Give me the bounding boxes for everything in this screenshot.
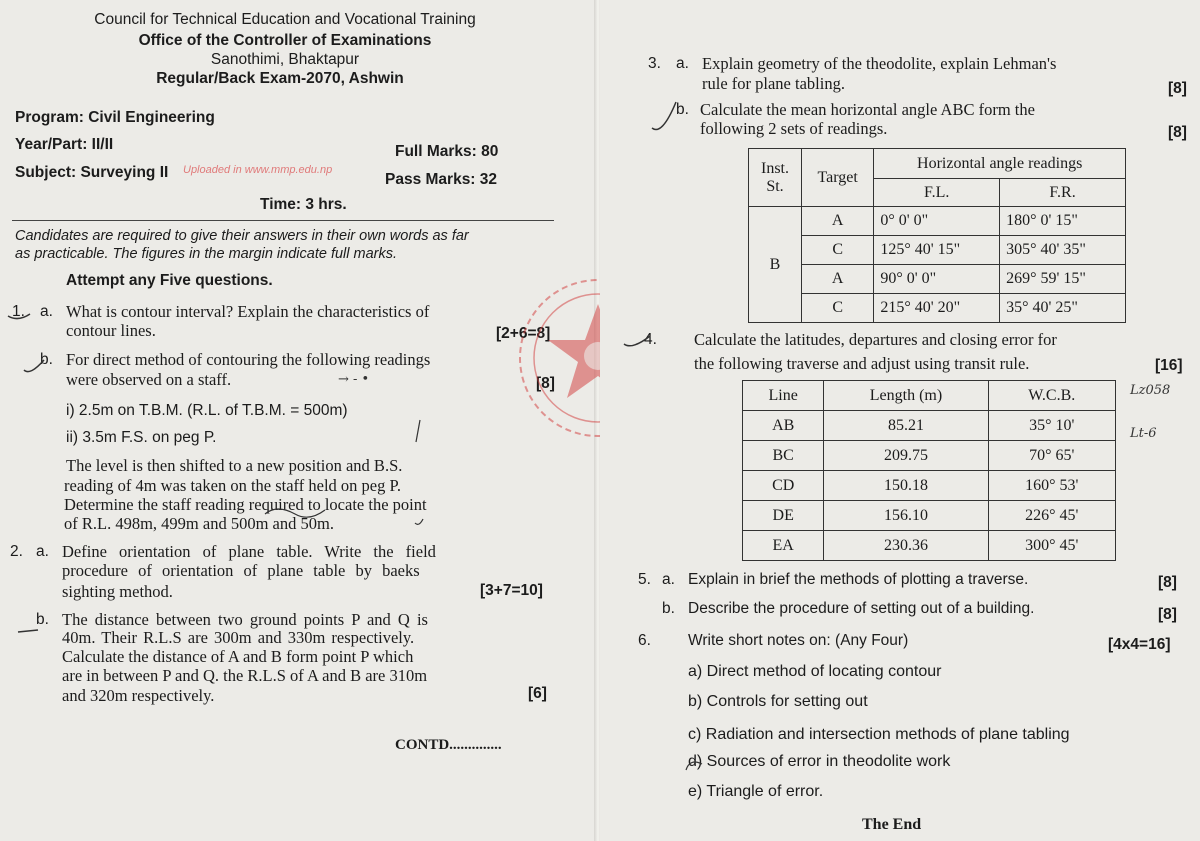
q2a-line2: procedure of orientation of plane table by baeks (62, 561, 420, 580)
year-part: Year/Part: II/II (15, 136, 114, 153)
right-page (600, 0, 1200, 841)
contd-label: CONTD.............. (395, 737, 502, 753)
q4-number: 4. (644, 331, 657, 348)
table-cell-length: 156.10 (824, 501, 988, 531)
tick-mark (24, 360, 44, 372)
q1b-line2: were observed on a staff. (66, 370, 232, 389)
handwritten-marks-right (600, 0, 1200, 841)
table-cell-line: DE (743, 501, 824, 531)
q2b-line4: are in between P and Q. the R.L.S of A and B are 310m (62, 666, 428, 685)
q1b-marks: [8] (536, 375, 555, 392)
q5b-marks: [8] (1158, 606, 1177, 623)
q3b-marks: [8] (1168, 124, 1187, 141)
handwritten-note-1: Lz058 (1130, 383, 1171, 398)
instruction-line2: as practicable. The figures in the margin indicate full marks. (15, 246, 398, 262)
q6-text: Write short notes on: (Any Four) (688, 632, 909, 649)
table-cell-line: AB (743, 411, 824, 441)
q5a-text: Explain in brief the methods of plotting a traverse. (688, 571, 1029, 588)
table-cell-target: A (802, 265, 874, 294)
table-cell-length: 209.75 (824, 441, 988, 471)
q1b-line1: For direct method of contouring the following readings (66, 350, 431, 369)
q3-number: 3. (648, 55, 661, 72)
table-cell-fl: 125° 40' 15" (874, 236, 1000, 265)
header-horizontal-angle: Horizontal angle readings (874, 149, 1126, 179)
tick-mark (652, 102, 676, 130)
table-cell-fr: 305° 40' 35" (1000, 236, 1126, 265)
q3b-line2: following 2 sets of readings. (700, 119, 888, 138)
handwritten-note-2: Lt-6 (1130, 426, 1157, 441)
table-cell-line: CD (743, 471, 824, 501)
full-marks: Full Marks: 80 (395, 143, 499, 160)
header-address: Sanothimi, Bhaktapur (210, 51, 360, 68)
q5a-label: a. (662, 571, 675, 588)
header-target: Target (802, 149, 874, 207)
q5a-marks: [8] (1158, 574, 1177, 591)
q2b-line5: and 320m respectively. (62, 686, 215, 705)
q4-marks: [16] (1155, 357, 1183, 374)
header-line: Line (743, 381, 824, 411)
table-cell-wcb: 35° 10' (988, 411, 1115, 441)
table-cell-target: A (802, 207, 874, 236)
table-cell-fl: 0° 0' 0" (874, 207, 1000, 236)
header-inst-station: Inst. St. (749, 149, 802, 207)
q1b-para-line2: reading of 4m was taken on the staff held on peg P. (64, 476, 401, 495)
q2-number: 2. (10, 543, 23, 560)
q2a-marks: [3+7=10] (480, 582, 543, 599)
header-length: Length (m) (824, 381, 988, 411)
q5b-text: Describe the procedure of setting out of a building. (688, 600, 1035, 617)
handwritten-dash: → - • (338, 372, 370, 387)
header-face-right: F.R. (1000, 179, 1126, 207)
table-cell-line: EA (743, 531, 824, 561)
q6-item-c: c) Radiation and intersection methods of plane tabling (688, 726, 1070, 743)
handwritten-marks (0, 0, 596, 841)
program: Program: Civil Engineering (15, 109, 215, 126)
attempt-instruction: Attempt any Five questions. (66, 272, 273, 289)
station-cell: B (749, 207, 802, 323)
q6-item-b: b) Controls for setting out (688, 693, 868, 710)
table-cell-length: 230.36 (824, 531, 988, 561)
left-page (0, 0, 596, 841)
q4-line2: the following traverse and adjust using transit rule. (694, 354, 1030, 373)
table-cell-fl: 215° 40' 20" (874, 294, 1000, 323)
q3a-line2: rule for plane tabling. (702, 74, 845, 93)
table-cell-wcb: 226° 45' (988, 501, 1115, 531)
header-face-left: F.L. (874, 179, 1000, 207)
q3b-label: b. (676, 101, 689, 118)
q6-number: 6. (638, 632, 651, 649)
q1-number: 1. (12, 303, 25, 320)
q1b-para-line3: Determine the staff reading required to locate the point (64, 495, 427, 514)
pass-marks: Pass Marks: 32 (385, 171, 498, 188)
q1b-para-line4: of R.L. 498m, 499m and 500m and 50m. (64, 514, 334, 533)
the-end: The End (862, 816, 922, 833)
header-council: Council for Technical Education and Vocational Training (94, 11, 476, 28)
tick-mark (8, 314, 30, 319)
q3b-line1: Calculate the mean horizontal angle ABC form the (700, 100, 1035, 119)
q2b-marks: [6] (528, 685, 547, 702)
q1b-label: b. (40, 351, 53, 368)
instruction-line1: Candidates are required to give their answers in their own words as far (15, 228, 469, 244)
q1a-label: a. (40, 303, 53, 320)
q6-item-a: a) Direct method of locating contour (688, 663, 942, 680)
table-cell-fr: 269° 59' 15" (1000, 265, 1126, 294)
table-cell-target: C (802, 236, 874, 265)
underline-mark (265, 509, 325, 517)
table-cell-wcb: 300° 45' (988, 531, 1115, 561)
watermark-text: Uploaded in www.mmp.edu.np (183, 164, 333, 176)
table-cell-target: C (802, 294, 874, 323)
q1b-para-line1: The level is then shifted to a new position and B.S. (66, 456, 403, 475)
q2a-line1: Define orientation of plane table. Write the field (62, 542, 436, 561)
q2b-line2: 40m. Their R.L.S are 300m and 330m respectively. (62, 628, 415, 647)
header-exam: Regular/Back Exam-2070, Ashwin (156, 70, 404, 87)
table-cell-length: 150.18 (824, 471, 988, 501)
q5b-label: b. (662, 600, 675, 617)
tick-mark (624, 336, 650, 346)
exam-time: Time: 3 hrs. (260, 196, 347, 213)
q1a-marks: [2+6=8] (496, 325, 551, 342)
q6-marks: [4x4=16] (1108, 636, 1171, 653)
q1b-item-i: i) 2.5m on T.B.M. (R.L. of T.B.M. = 500m) (66, 402, 348, 419)
q1b-item-ii: ii) 3.5m F.S. on peg P. (66, 429, 217, 446)
q3a-marks: [8] (1168, 80, 1187, 97)
table-cell-fr: 35° 40' 25" (1000, 294, 1126, 323)
q2b-label: b. (36, 611, 49, 628)
table-cell-fr: 180° 0' 15" (1000, 207, 1126, 236)
q3a-line1: Explain geometry of the theodolite, explain Lehman's (702, 54, 1057, 73)
q2a-line3: sighting method. (62, 582, 173, 601)
q6-item-e: e) Triangle of error. (688, 783, 824, 800)
q2a-label: a. (36, 543, 49, 560)
q1a-line1: What is contour interval? Explain the characteristics of (66, 302, 430, 321)
tick-mark (18, 630, 38, 632)
q6-item-d: d) Sources of error in theodolite work (688, 753, 951, 770)
tick-mark (415, 519, 423, 524)
table-cell-length: 85.21 (824, 411, 988, 441)
q3a-label: a. (676, 55, 689, 72)
tick-mark (686, 762, 702, 770)
q5-number: 5. (638, 571, 651, 588)
header-wcb: W.C.B. (988, 381, 1115, 411)
table-cell-wcb: 70° 65' (988, 441, 1115, 471)
q2b-line1: The distance between two ground points P and Q is (62, 610, 428, 629)
table-cell-line: BC (743, 441, 824, 471)
q2b-line3: Calculate the distance of A and B form point P which (62, 647, 414, 666)
tick-mark (416, 420, 420, 442)
subject: Subject: Surveying II (15, 164, 169, 181)
q1a-line2: contour lines. (66, 321, 156, 340)
q4-line1: Calculate the latitudes, departures and closing error for (694, 330, 1057, 349)
table-cell-wcb: 160° 53' (988, 471, 1115, 501)
header-office: Office of the Controller of Examinations (138, 32, 432, 49)
table-cell-fl: 90° 0' 0" (874, 265, 1000, 294)
